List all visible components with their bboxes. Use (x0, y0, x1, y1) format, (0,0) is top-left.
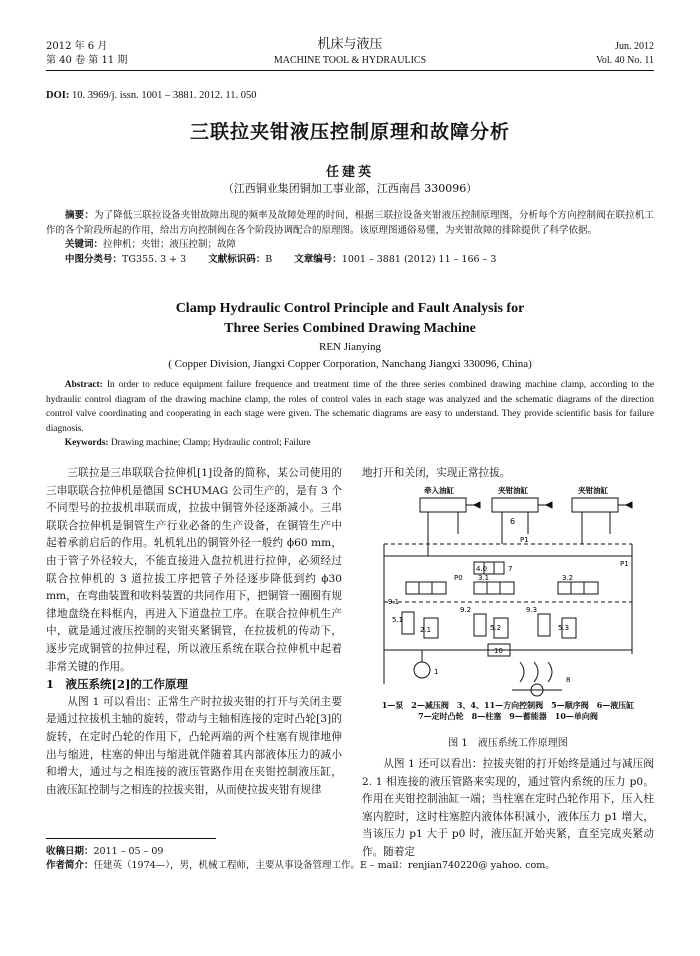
received-date: 2011 – 05 – 09 (93, 846, 164, 857)
figure-legend-line1: 1—泵 2—减压阀 3、4、11—方向控制阀 5—顺序阀 6—液压缸 (381, 700, 635, 710)
abstract-cn-text: 为了降低三联拉设备夹钳故障出现的频率及故障处理的时间，根据三联拉设备夹钳液压控制原理图，分析每个方向控制阀在联拉机工作的各个阶段所起的作用，给出方向控制阀在各个阶段协调配合的原理图。该原理图通俗易懂，为夹钳故障的排除提供了科学依据。 (46, 210, 654, 236)
header-volume: 第 40 卷 第 11 期 (46, 55, 128, 66)
fig-label-draw-in: 牵入油缸 (424, 486, 454, 495)
body-right-p1: 地打开和关闭，实现正常拉拔。 (362, 467, 511, 479)
keywords-en-text: Drawing machine; Clamp; Hydraulic control; Failure (110, 438, 311, 448)
footnote-received (46, 845, 654, 859)
body-right-p2: 从图 1 还可以看出：拉拔夹钳的打开始终是通过与减压阀 2. 1 相连接的液压管路来实现的，通过管内系统的压力 p0。作用在夹钳控制油缸一端；当柱塞在定时凸轮作用下，压入柱塞内腔时，这时柱塞腔内液体体积减小，液体压力 p1 增大，当该压力 p1 大于 p0 时，液压缸开始夹紧，直至完成夹紧动作。随着定 (362, 758, 654, 858)
abstract-cn-label: 摘要： (65, 210, 94, 221)
footnote (46, 845, 654, 873)
keywords-cn-text: 拉伸机；夹钳；液压控制；故障 (103, 239, 237, 250)
fig-label-clamp-right: 夹钳油缸 (578, 486, 608, 495)
doc-code-label: 文献标识码： (208, 253, 266, 265)
clamp-cylinder-mid (492, 498, 538, 512)
author-bio-label: 作者简介： (46, 860, 94, 871)
fig-num-9-3: 9.3 (526, 606, 538, 614)
figure-legend-line2: 7—定时凸轮 8—柱塞 9—蓄能器 10—单向阀 (418, 711, 598, 721)
abstract-en-para (46, 378, 654, 436)
journal-title-en: MACHINE TOOL & HYDRAULICS (273, 55, 427, 66)
clc-value: TG355. 3 + 3 (122, 253, 187, 265)
pump-symbol (414, 662, 430, 678)
abstract-en-label: Abstract: (64, 380, 103, 390)
fig-num-10: 10 (494, 647, 503, 655)
fig-num-2-1: 2.1 (420, 626, 432, 634)
keywords-en-label: Keywords: (64, 438, 109, 448)
header-rule (46, 70, 654, 71)
doc-code-value: B (265, 253, 273, 265)
body-right-intro (362, 465, 654, 483)
footnote-author (46, 859, 654, 873)
clc-label: 中图分类号： (65, 253, 123, 265)
journal-title-cn: 机床与液压 (317, 37, 383, 52)
draw-in-cylinder (420, 498, 466, 512)
author-cn: 任建英 (325, 165, 374, 180)
figure-1 (362, 484, 654, 700)
fig-p1-right: P1 (620, 560, 629, 568)
author-en: REN Jianying (318, 341, 382, 353)
body-left-column (46, 465, 342, 799)
body-left-p1: 三联拉是三串联联合拉伸机[1]设备的简称，某公司使用的三串联联合拉伸机是德国 SCHUMAG 公司生产的，是有 3 个不同型号的拉拔机串联而成，拉拔中铜管外径逐渐减小。三串联联合拉伸机是铜管生产行业必备的生产设备，在铜管生产中起着承前启后的作用。轧机轧出的铜管外径一般约 ϕ60 mm，由于管子外径较大，不能直接进入盘拉机进行拉伸，必须经过联合拉伸机的 3 道拉拔工序把管子外径逐步降低到约 ϕ30 mm，在弯曲装置和收料装置的共同作用下，把铜管一圈圈有规律地盘绕在料框内，再进入下道盘拉工序。在联合拉伸机生产中，就是通过液压控制的夹钳夹紧铜管，在拉拔机的传动下，逐步完成铜管的拉伸过程，所以液压系统在联合拉伸机中起着非常关键的作用。 (46, 467, 342, 673)
title-cn: 三联拉夹钳液压控制原理和故障分析 (189, 121, 510, 143)
body-left-p2: 从图 1 可以看出：正常生产时拉拔夹钳的打开与关闭主要是通过拉拔机主轴的旋转，带动与主轴相连接的定时凸轮[3]的旋转，在定时凸轮的作用下，凸轮两端的两个柱塞有规律地伸出与缩进，柱塞的伸出与缩进就伴随着其内部液体压力的减小和增大，通过与之相连接的液压管路作用在夹钳控制液压缸，由液压缸控制与之相连的拉拔夹钳，从而使拉拔夹钳有规律 (46, 695, 342, 796)
fig-num-5-3: 5.3 (558, 624, 570, 632)
footnote-rule (46, 838, 216, 839)
title-en-line2: Three Series Combined Drawing Machine (224, 321, 476, 336)
article-no-label: 文章编号： (294, 253, 342, 265)
clamp-cylinder-right (572, 498, 618, 512)
fig-num-3-2: 3.2 (562, 574, 574, 582)
fig-num-9-1: 9.1 (388, 598, 400, 606)
fig-num-8: 8 (566, 676, 571, 684)
fig-num-9-2: 9.2 (460, 606, 472, 614)
article-no-value: 1001 – 3881 (2012) 11 – 166 – 3 (341, 253, 497, 265)
fig-num-1: 1 (434, 668, 439, 676)
abstract-cn-para (46, 209, 654, 238)
fig-label-clamp-mid: 夹钳油缸 (498, 486, 528, 495)
received-label: 收稿日期： (46, 846, 94, 857)
affiliation-cn: （江西铜业集团铜加工事业部，江西南昌 330096） (222, 182, 478, 195)
abstract-cn (46, 209, 654, 267)
fig-num-5-1: 5.1 (392, 616, 404, 624)
doi-value: 10. 3969/j. issn. 1001 – 3881. 2012. 11. 050 (71, 90, 257, 101)
header-date: 2012 年 6 月 (46, 41, 108, 52)
keywords-cn (46, 238, 654, 253)
hydraulic-schematic (362, 484, 654, 700)
keywords-en (46, 436, 654, 451)
fig-num-4-0: 4.0 (476, 565, 488, 573)
header-date-en: Jun. 2012 (615, 41, 654, 52)
doi (46, 90, 257, 101)
fig-num-6: 6 (510, 517, 516, 526)
fig-num-5-2: 5.2 (490, 624, 502, 632)
fig-p0: P0 (454, 574, 463, 582)
fig-num-7: 7 (508, 565, 513, 573)
affiliation-en: ( Copper Division, Jiangxi Copper Corporation, Nanchang Jiangxi 330096, China) (168, 358, 532, 370)
abstract-en (46, 378, 654, 451)
figure-legend (362, 700, 654, 722)
title-en-line1: Clamp Hydraulic Control Principle and Fault Analysis for (175, 301, 525, 316)
fig-p1-mid: P1 (520, 536, 529, 544)
classification-cn (46, 253, 654, 268)
fig-num-3-1: 3.1 (478, 574, 490, 582)
header-volume-en: Vol. 40 No. 11 (595, 55, 654, 66)
section-1-title: 1 液压系统[2]的工作原理 (46, 677, 188, 692)
doi-label: DOI: (46, 90, 70, 101)
author-bio-text: 任建英（1974—），男，机械工程师，主要从事设备管理工作。E – mail：renjian740220@ yahoo. com。 (93, 860, 555, 871)
keywords-cn-label: 关键词： (65, 239, 104, 250)
abstract-en-text: In order to reduce equipment failure frequence and treatment time of the three series combined drawing machine clamp, according to the hydraulic control diagram of the drawing machine clamp, the roles of control vales in each stage was analyzed and the schematic diagrams of the direction control valve coordinating and cooperating in each stage were given. The schematic diagrams are easy to understand. They provide scientific basis for failure diagnosis. (46, 380, 654, 434)
figure-caption: 图 1 液压系统工作原理图 (448, 738, 568, 749)
